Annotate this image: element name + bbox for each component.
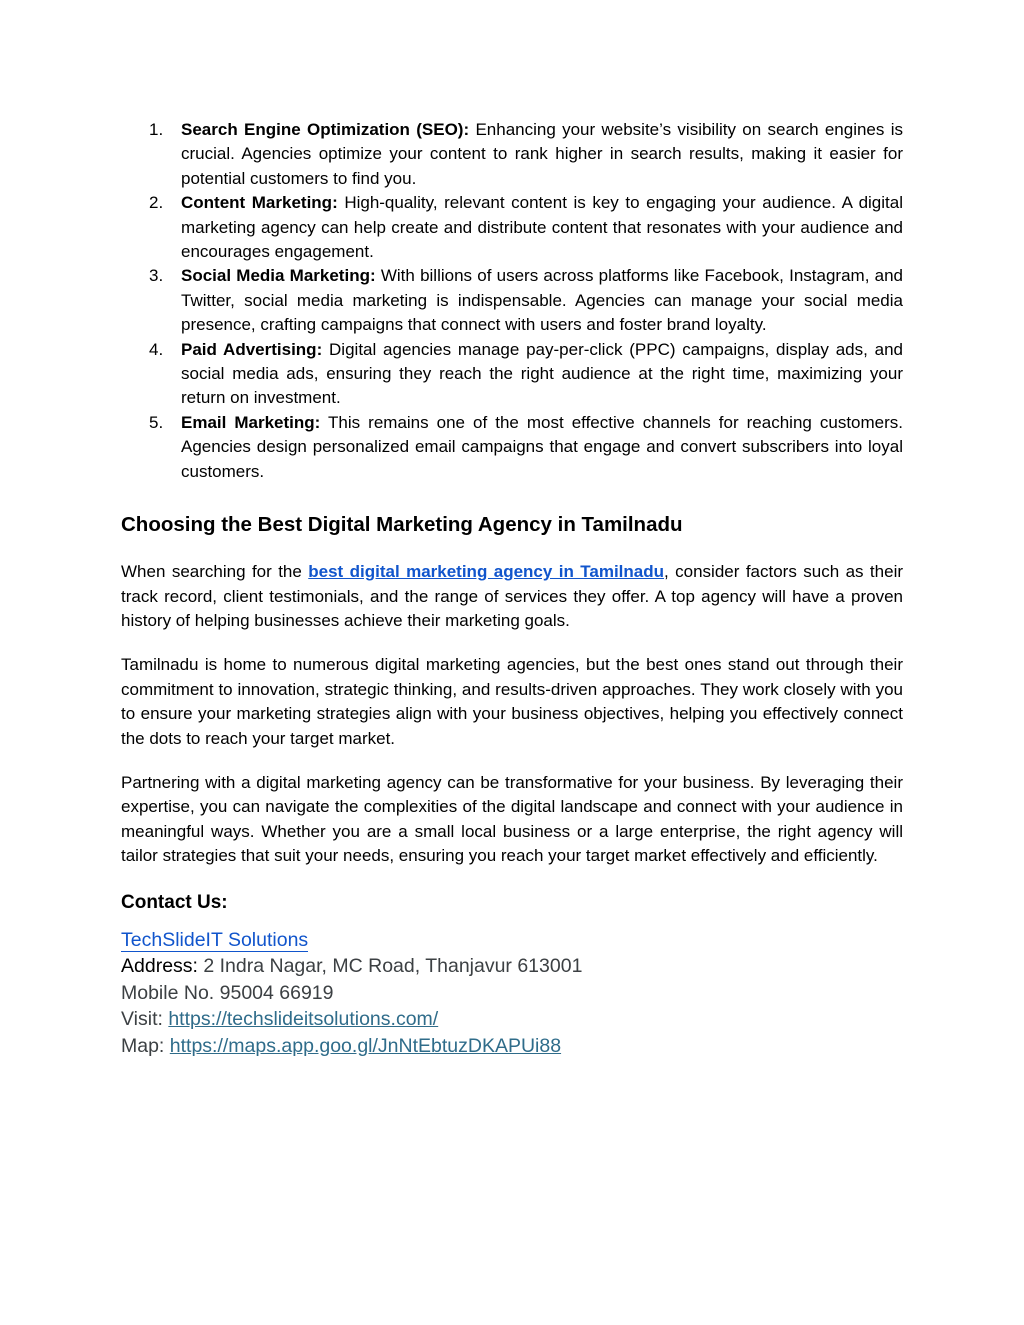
document-content	[121, 118, 903, 1059]
list-number: 4.	[149, 339, 164, 359]
services-list	[121, 118, 903, 484]
map-label: Map:	[121, 1034, 170, 1057]
paragraph-agency-search	[121, 560, 903, 633]
website-link[interactable]: https://techslideitsolutions.com/	[168, 1008, 439, 1031]
company-link[interactable]: TechSlideIT Solutions	[121, 928, 309, 951]
list-item	[121, 191, 903, 264]
visit-row	[121, 1006, 903, 1033]
address-value: 2 Indra Nagar, MC Road, Thanjavur 613001	[197, 955, 583, 978]
contact-heading: Contact Us:	[121, 891, 228, 913]
paragraph-tamilnadu: Tamilnadu is home to numerous digital marketing agencies, but the best ones stand out through their commitment to innovation, strategic thinking, and results-driven approaches. They work closely with you to ensure your marketing strategies align with your business objectives, helping you effectively connect the dots to reach your target market.	[121, 655, 903, 748]
list-item	[121, 118, 903, 191]
section-heading: Choosing the Best Digital Marketing Agency in Tamilnadu	[121, 513, 683, 537]
list-item-text: High-quality, relevant content is key to engaging your audience. A digital marketing agency can help create and distribute content that resonates with your audience and encourages engagement.	[181, 193, 903, 262]
map-link[interactable]: https://maps.app.goo.gl/JnNtEbtuzDKAPUi88	[169, 1034, 562, 1057]
list-item-title: Paid Advertising:	[181, 339, 323, 359]
map-row	[121, 1033, 903, 1060]
list-item-text: With billions of users across platforms like Facebook, Instagram, and Twitter, social media marketing is indispensable. Agencies can manage your social media presence, crafting campaigns that connect with users and foster brand loyalty.	[181, 266, 903, 335]
list-item-text: This remains one of the most effective channels for reaching customers. Agencies design personalized email campaigns that engage and convert subscribers into loyal customers.	[181, 412, 903, 481]
visit-label: Visit:	[121, 1008, 169, 1031]
address-row	[121, 953, 903, 980]
list-item-text: Digital agencies manage pay-per-click (PPC) campaigns, display ads, and social media ads, ensuring they reach the right audience at the right time, maximizing your return on investment.	[181, 339, 903, 408]
paragraph-text: When searching for the	[121, 562, 309, 582]
company-row	[121, 927, 903, 954]
list-number: 2.	[149, 193, 164, 213]
paragraph-text: , consider factors such as their track record, client testimonials, and the range of services they offer. A top agency will have a proven history of helping businesses achieve their marketing goals.	[121, 562, 904, 630]
address-label: Address:	[121, 955, 198, 978]
list-number: 3.	[149, 266, 164, 286]
contact-block	[121, 927, 903, 1060]
list-item-title: Content Marketing:	[181, 193, 338, 213]
mobile-row	[121, 980, 903, 1007]
list-item-title: Email Marketing:	[181, 412, 321, 432]
list-item-text: Enhancing your website’s visibility on search engines is crucial. Agencies optimize your content to rank higher in search results, making it easier for potential customers to find you.	[181, 120, 903, 188]
list-item-title: Search Engine Optimization (SEO):	[181, 120, 470, 139]
agency-link[interactable]: best digital marketing agency in Tamilnadu	[308, 562, 665, 582]
mobile-value: Mobile No. 95004 66919	[121, 981, 334, 1004]
paragraph-partnering: Partnering with a digital marketing agency can be transformative for your business. By leveraging their expertise, you can navigate the complexities of the digital landscape and connect with your audience in meaningful ways. Whether you are a small local business or a large enterprise, the right agency will tailor strategies that suit your needs, ensuring you reach your target market effectively and efficiently.	[121, 772, 903, 866]
list-item	[121, 264, 903, 337]
list-item	[121, 411, 903, 484]
list-number: 1.	[149, 120, 164, 139]
list-item-title: Social Media Marketing:	[181, 266, 376, 286]
list-item	[121, 338, 903, 411]
list-number: 5.	[149, 412, 164, 432]
